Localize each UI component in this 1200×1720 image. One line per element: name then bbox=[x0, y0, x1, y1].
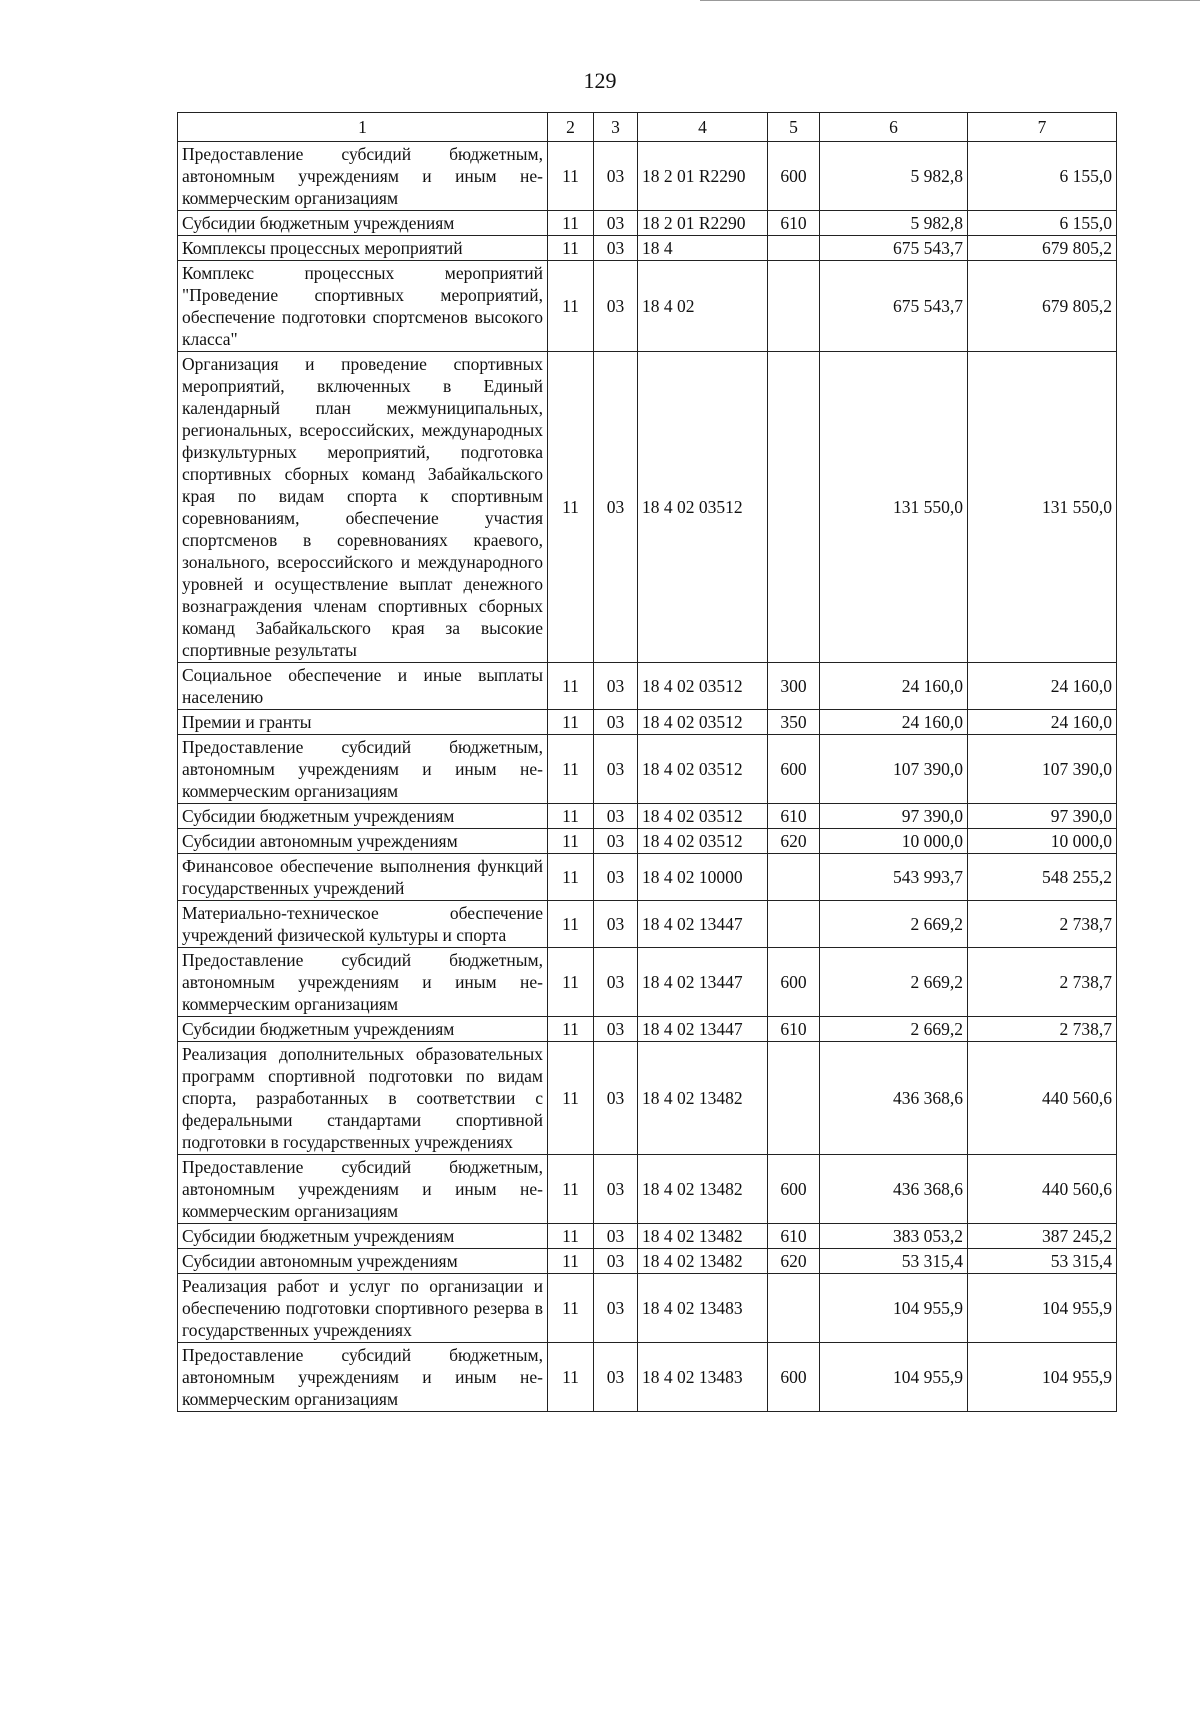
amount-year2-cell: 548 255,2 bbox=[968, 854, 1117, 901]
amount-year1-cell: 675 543,7 bbox=[820, 236, 968, 261]
amount-year1-cell: 24 160,0 bbox=[820, 710, 968, 735]
table-row bbox=[178, 352, 1117, 663]
expense-type-cell: 620 bbox=[768, 1249, 820, 1274]
table-row bbox=[178, 710, 1117, 735]
row-name-cell: Финансовое обеспечение выполнения функций государственных учреждений bbox=[178, 854, 548, 901]
table-row bbox=[178, 1224, 1117, 1249]
column-header: 7 bbox=[968, 113, 1117, 142]
column-header: 5 bbox=[768, 113, 820, 142]
amount-year1-cell: 107 390,0 bbox=[820, 735, 968, 804]
table-row bbox=[178, 804, 1117, 829]
expense-type-cell: 600 bbox=[768, 1343, 820, 1412]
amount-year1-cell: 383 053,2 bbox=[820, 1224, 968, 1249]
amount-year1-cell: 24 160,0 bbox=[820, 663, 968, 710]
table-row bbox=[178, 236, 1117, 261]
section-code-cell: 11 bbox=[548, 1274, 594, 1343]
target-article-cell: 18 4 02 10000 bbox=[638, 854, 768, 901]
row-name-cell: Предоставление субсидий бюджетным, автономным учреждениям и иным некоммерческим организациям bbox=[178, 1155, 548, 1224]
row-name-cell: Материально-техническое обеспечение учреждений физической культуры и спорта bbox=[178, 901, 548, 948]
amount-year2-cell: 2 738,7 bbox=[968, 948, 1117, 1017]
column-header: 1 bbox=[178, 113, 548, 142]
amount-year2-cell: 6 155,0 bbox=[968, 142, 1117, 211]
subsection-code-cell: 03 bbox=[594, 211, 638, 236]
subsection-code-cell: 03 bbox=[594, 1017, 638, 1042]
section-code-cell: 11 bbox=[548, 352, 594, 663]
subsection-code-cell: 03 bbox=[594, 142, 638, 211]
amount-year1-cell: 436 368,6 bbox=[820, 1042, 968, 1155]
expense-type-cell: 610 bbox=[768, 1017, 820, 1042]
amount-year1-cell: 10 000,0 bbox=[820, 829, 968, 854]
table-row bbox=[178, 1343, 1117, 1412]
subsection-code-cell: 03 bbox=[594, 1042, 638, 1155]
row-name-cell: Субсидии бюджетным учреждениям bbox=[178, 1017, 548, 1042]
section-code-cell: 11 bbox=[548, 804, 594, 829]
table-row bbox=[178, 829, 1117, 854]
amount-year2-cell: 24 160,0 bbox=[968, 710, 1117, 735]
section-code-cell: 11 bbox=[548, 1249, 594, 1274]
table-row bbox=[178, 663, 1117, 710]
amount-year1-cell: 543 993,7 bbox=[820, 854, 968, 901]
row-name-cell: Реализация работ и услуг по организации и обеспечению подготовки спортивного резерва в государственных учреждениях bbox=[178, 1274, 548, 1343]
target-article-cell: 18 4 02 13482 bbox=[638, 1249, 768, 1274]
amount-year1-cell: 53 315,4 bbox=[820, 1249, 968, 1274]
section-code-cell: 11 bbox=[548, 1042, 594, 1155]
target-article-cell: 18 4 02 13447 bbox=[638, 1017, 768, 1042]
column-header: 3 bbox=[594, 113, 638, 142]
header-row bbox=[178, 113, 1117, 142]
amount-year2-cell: 131 550,0 bbox=[968, 352, 1117, 663]
amount-year2-cell: 104 955,9 bbox=[968, 1274, 1117, 1343]
expense-type-cell bbox=[768, 854, 820, 901]
subsection-code-cell: 03 bbox=[594, 1155, 638, 1224]
row-name-cell: Субсидии бюджетным учреждениям bbox=[178, 804, 548, 829]
target-article-cell: 18 4 02 03512 bbox=[638, 829, 768, 854]
target-article-cell: 18 4 02 13447 bbox=[638, 901, 768, 948]
amount-year1-cell: 97 390,0 bbox=[820, 804, 968, 829]
target-article-cell: 18 2 01 R2290 bbox=[638, 142, 768, 211]
subsection-code-cell: 03 bbox=[594, 1249, 638, 1274]
table-row bbox=[178, 901, 1117, 948]
row-name-cell: Реализация дополнительных образовательных программ спортивной подготовки по видам спорта, разработанных в соответствии с федеральными стандартами спортивной подготовки в государственных учреждениях bbox=[178, 1042, 548, 1155]
amount-year2-cell: 387 245,2 bbox=[968, 1224, 1117, 1249]
row-name-cell: Организация и проведение спортивных мероприятий, включенных в Единый календарный план межмуниципальных, региональных, всероссийских, международных физкультурных мероприятий, подготовка спортивных сборных команд Забайкальского края по видам спорта к спортивным соревнованиям, обеспечение участия спортсменов в соревнованиях краевого, зонального, всероссийского и международного уровней и осуществление выплат денежного вознаграждения членам спортивных сборных команд Забайкальского края за высокие спортивные результаты bbox=[178, 352, 548, 663]
amount-year1-cell: 104 955,9 bbox=[820, 1343, 968, 1412]
amount-year1-cell: 5 982,8 bbox=[820, 142, 968, 211]
target-article-cell: 18 4 02 13483 bbox=[638, 1274, 768, 1343]
row-name-cell: Предоставление субсидий бюджетным, автономным учреждениям и иным некоммерческим организациям bbox=[178, 142, 548, 211]
expense-type-cell: 600 bbox=[768, 948, 820, 1017]
section-code-cell: 11 bbox=[548, 1017, 594, 1042]
subsection-code-cell: 03 bbox=[594, 663, 638, 710]
amount-year2-cell: 440 560,6 bbox=[968, 1155, 1117, 1224]
target-article-cell: 18 4 02 03512 bbox=[638, 735, 768, 804]
section-code-cell: 11 bbox=[548, 901, 594, 948]
row-name-cell: Предоставление субсидий бюджетным, автономным учреждениям и иным некоммерческим организациям bbox=[178, 948, 548, 1017]
row-name-cell: Социальное обеспечение и иные выплаты населению bbox=[178, 663, 548, 710]
row-name-cell: Предоставление субсидий бюджетным, автономным учреждениям и иным некоммерческим организациям bbox=[178, 1343, 548, 1412]
column-header: 6 bbox=[820, 113, 968, 142]
expense-type-cell: 620 bbox=[768, 829, 820, 854]
section-code-cell: 11 bbox=[548, 735, 594, 804]
amount-year2-cell: 2 738,7 bbox=[968, 1017, 1117, 1042]
table-row bbox=[178, 735, 1117, 804]
section-code-cell: 11 bbox=[548, 854, 594, 901]
subsection-code-cell: 03 bbox=[594, 804, 638, 829]
amount-year2-cell: 107 390,0 bbox=[968, 735, 1117, 804]
section-code-cell: 11 bbox=[548, 1224, 594, 1249]
subsection-code-cell: 03 bbox=[594, 829, 638, 854]
amount-year2-cell: 440 560,6 bbox=[968, 1042, 1117, 1155]
expense-type-cell: 610 bbox=[768, 211, 820, 236]
amount-year2-cell: 679 805,2 bbox=[968, 261, 1117, 352]
amount-year1-cell: 131 550,0 bbox=[820, 352, 968, 663]
section-code-cell: 11 bbox=[548, 663, 594, 710]
amount-year2-cell: 97 390,0 bbox=[968, 804, 1117, 829]
subsection-code-cell: 03 bbox=[594, 854, 638, 901]
subsection-code-cell: 03 bbox=[594, 261, 638, 352]
expense-type-cell bbox=[768, 352, 820, 663]
amount-year2-cell: 10 000,0 bbox=[968, 829, 1117, 854]
amount-year2-cell: 24 160,0 bbox=[968, 663, 1117, 710]
expense-type-cell: 350 bbox=[768, 710, 820, 735]
target-article-cell: 18 4 02 03512 bbox=[638, 710, 768, 735]
budget-table bbox=[177, 112, 1117, 1412]
table-row bbox=[178, 948, 1117, 1017]
target-article-cell: 18 2 01 R2290 bbox=[638, 211, 768, 236]
section-code-cell: 11 bbox=[548, 236, 594, 261]
expense-type-cell: 300 bbox=[768, 663, 820, 710]
expense-type-cell: 610 bbox=[768, 1224, 820, 1249]
subsection-code-cell: 03 bbox=[594, 352, 638, 663]
subsection-code-cell: 03 bbox=[594, 236, 638, 261]
table-row bbox=[178, 142, 1117, 211]
row-name-cell: Премии и гранты bbox=[178, 710, 548, 735]
target-article-cell: 18 4 02 03512 bbox=[638, 804, 768, 829]
amount-year1-cell: 2 669,2 bbox=[820, 901, 968, 948]
table-row bbox=[178, 1042, 1117, 1155]
target-article-cell: 18 4 bbox=[638, 236, 768, 261]
row-name-cell: Субсидии бюджетным учреждениям bbox=[178, 1224, 548, 1249]
section-code-cell: 11 bbox=[548, 211, 594, 236]
table-row bbox=[178, 1249, 1117, 1274]
section-code-cell: 11 bbox=[548, 142, 594, 211]
row-name-cell: Предоставление субсидий бюджетным, автономным учреждениям и иным некоммерческим организациям bbox=[178, 735, 548, 804]
amount-year1-cell: 2 669,2 bbox=[820, 1017, 968, 1042]
row-name-cell: Субсидии автономным учреждениям bbox=[178, 829, 548, 854]
expense-type-cell bbox=[768, 901, 820, 948]
table-row bbox=[178, 854, 1117, 901]
row-name-cell: Субсидии бюджетным учреждениям bbox=[178, 211, 548, 236]
row-name-cell: Субсидии автономным учреждениям bbox=[178, 1249, 548, 1274]
table-row bbox=[178, 211, 1117, 236]
expense-type-cell: 600 bbox=[768, 142, 820, 211]
section-code-cell: 11 bbox=[548, 948, 594, 1017]
expense-type-cell bbox=[768, 1042, 820, 1155]
amount-year1-cell: 2 669,2 bbox=[820, 948, 968, 1017]
column-header: 2 bbox=[548, 113, 594, 142]
amount-year1-cell: 5 982,8 bbox=[820, 211, 968, 236]
target-article-cell: 18 4 02 13483 bbox=[638, 1343, 768, 1412]
amount-year1-cell: 436 368,6 bbox=[820, 1155, 968, 1224]
target-article-cell: 18 4 02 13482 bbox=[638, 1155, 768, 1224]
subsection-code-cell: 03 bbox=[594, 1343, 638, 1412]
table-row bbox=[178, 261, 1117, 352]
amount-year1-cell: 675 543,7 bbox=[820, 261, 968, 352]
table-row bbox=[178, 1274, 1117, 1343]
section-code-cell: 11 bbox=[548, 710, 594, 735]
scan-edge-line bbox=[700, 0, 1200, 1]
amount-year2-cell: 6 155,0 bbox=[968, 211, 1117, 236]
subsection-code-cell: 03 bbox=[594, 1224, 638, 1249]
section-code-cell: 11 bbox=[548, 1343, 594, 1412]
amount-year2-cell: 679 805,2 bbox=[968, 236, 1117, 261]
expense-type-cell bbox=[768, 261, 820, 352]
expense-type-cell bbox=[768, 236, 820, 261]
amount-year2-cell: 104 955,9 bbox=[968, 1343, 1117, 1412]
target-article-cell: 18 4 02 03512 bbox=[638, 352, 768, 663]
expense-type-cell bbox=[768, 1274, 820, 1343]
amount-year1-cell: 104 955,9 bbox=[820, 1274, 968, 1343]
expense-type-cell: 600 bbox=[768, 735, 820, 804]
page-number: 129 bbox=[583, 68, 617, 93]
subsection-code-cell: 03 bbox=[594, 1274, 638, 1343]
target-article-cell: 18 4 02 bbox=[638, 261, 768, 352]
subsection-code-cell: 03 bbox=[594, 735, 638, 804]
column-header: 4 bbox=[638, 113, 768, 142]
target-article-cell: 18 4 02 13447 bbox=[638, 948, 768, 1017]
table-body bbox=[178, 142, 1117, 1412]
table-row bbox=[178, 1155, 1117, 1224]
subsection-code-cell: 03 bbox=[594, 901, 638, 948]
target-article-cell: 18 4 02 03512 bbox=[638, 663, 768, 710]
target-article-cell: 18 4 02 13482 bbox=[638, 1042, 768, 1155]
row-name-cell: Комплекс процессных мероприятий "Проведение спортивных мероприятий, обеспечение подготовки спортсменов высокого класса" bbox=[178, 261, 548, 352]
subsection-code-cell: 03 bbox=[594, 710, 638, 735]
amount-year2-cell: 53 315,4 bbox=[968, 1249, 1117, 1274]
expense-type-cell: 600 bbox=[768, 1155, 820, 1224]
row-name-cell: Комплексы процессных мероприятий bbox=[178, 236, 548, 261]
section-code-cell: 11 bbox=[548, 261, 594, 352]
expense-type-cell: 610 bbox=[768, 804, 820, 829]
target-article-cell: 18 4 02 13482 bbox=[638, 1224, 768, 1249]
amount-year2-cell: 2 738,7 bbox=[968, 901, 1117, 948]
section-code-cell: 11 bbox=[548, 829, 594, 854]
subsection-code-cell: 03 bbox=[594, 948, 638, 1017]
table-row bbox=[178, 1017, 1117, 1042]
section-code-cell: 11 bbox=[548, 1155, 594, 1224]
